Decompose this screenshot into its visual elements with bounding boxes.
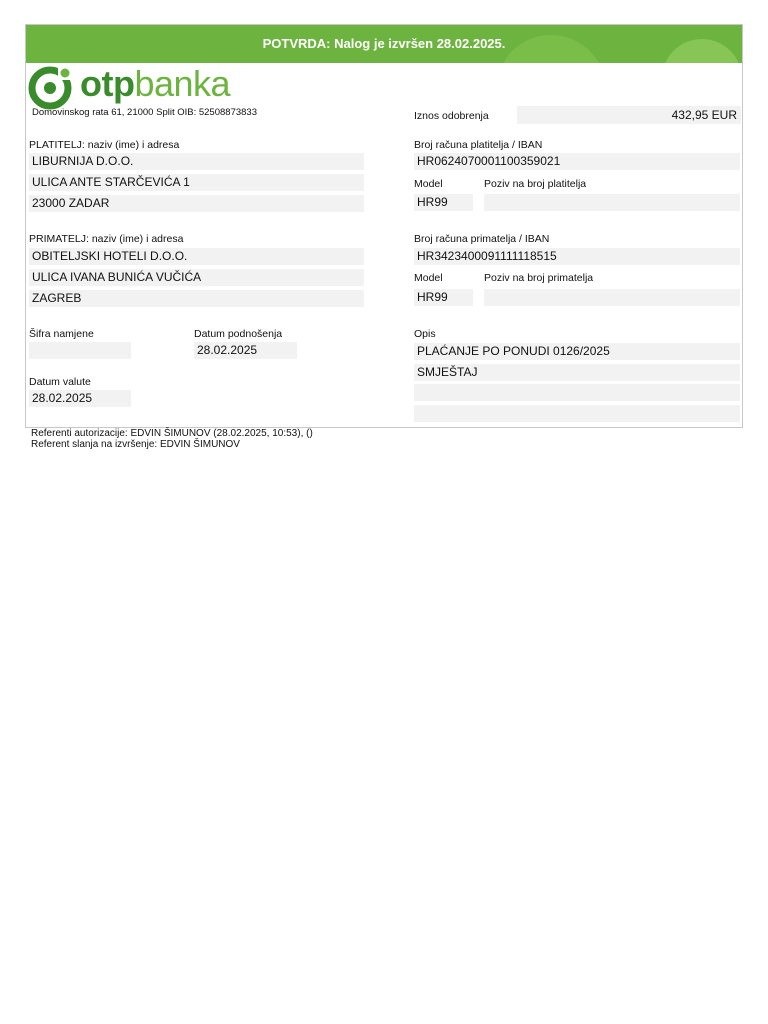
logo-otp: otp	[80, 63, 135, 104]
payee-label: PRIMATELJ: naziv (ime) i adresa	[29, 233, 184, 245]
submission-date-label: Datum podnošenja	[194, 328, 283, 340]
payee-model: HR99	[414, 289, 473, 306]
payer-reference-label: Poziv na broj platitelja	[484, 178, 587, 190]
description-line-3	[414, 384, 740, 401]
description-line-1: PLAĆANJE PO PONUDI 0126/2025	[414, 343, 740, 360]
payer-city: 23000 ZADAR	[29, 195, 364, 212]
payee-reference	[484, 289, 740, 306]
payee-city: ZAGREB	[29, 290, 364, 307]
payer-name: LIBURNIJA D.O.O.	[29, 153, 364, 170]
otp-logo-icon	[28, 66, 74, 110]
payee-model-label: Model	[414, 272, 443, 284]
description-line-2: SMJEŠTAJ	[414, 364, 740, 381]
banner-title: POTVRDA: Nalog je izvršen 28.02.2025.	[262, 36, 506, 51]
payee-street: ULICA IVANA BUNIĆA VUČIĆA	[29, 269, 364, 286]
authorization-referent: Referenti autorizacije: EDVIN ŠIMUNOV (28.02.2025, 10:53), ()	[31, 428, 313, 439]
amount-value: 432,95 EUR	[517, 106, 741, 124]
payer-iban: HR0624070001100359021	[414, 153, 740, 170]
payer-model-label: Model	[414, 178, 443, 190]
description-line-4	[414, 405, 740, 422]
purpose-code	[29, 342, 131, 359]
amount-label: Iznos odobrenja	[414, 110, 489, 122]
otp-banka-logo	[28, 63, 231, 106]
payment-confirmation	[25, 24, 743, 428]
description-label: Opis	[414, 328, 436, 340]
value-date: 28.02.2025	[29, 390, 131, 407]
payee-reference-label: Poziv na broj primatelja	[484, 272, 594, 284]
payee-iban-label: Broj računa primatelja / IBAN	[414, 233, 550, 245]
payee-iban: HR3423400091111118515	[414, 248, 740, 265]
payee-name: OBITELJSKI HOTELI D.O.O.	[29, 248, 364, 265]
purpose-code-label: Šifra namjene	[29, 328, 94, 340]
bank-address: Domovinskog rata 61, 21000 Split OIB: 52508873833	[32, 107, 257, 118]
submission-date: 28.02.2025	[194, 342, 297, 359]
payer-street: ULICA ANTE STARČEVIĆA 1	[29, 174, 364, 191]
payer-model: HR99	[414, 194, 473, 211]
logo-wordmark	[80, 62, 230, 106]
payer-label: PLATITELJ: naziv (ime) i adresa	[29, 139, 180, 151]
payer-reference	[484, 194, 740, 211]
payer-iban-label: Broj računa platitelja / IBAN	[414, 139, 543, 151]
execution-referent: Referent slanja na izvršenje: EDVIN ŠIMUNOV	[31, 439, 240, 450]
value-date-label: Datum valute	[29, 376, 91, 388]
confirmation-banner	[26, 25, 742, 63]
logo-banka: banka	[134, 63, 231, 104]
